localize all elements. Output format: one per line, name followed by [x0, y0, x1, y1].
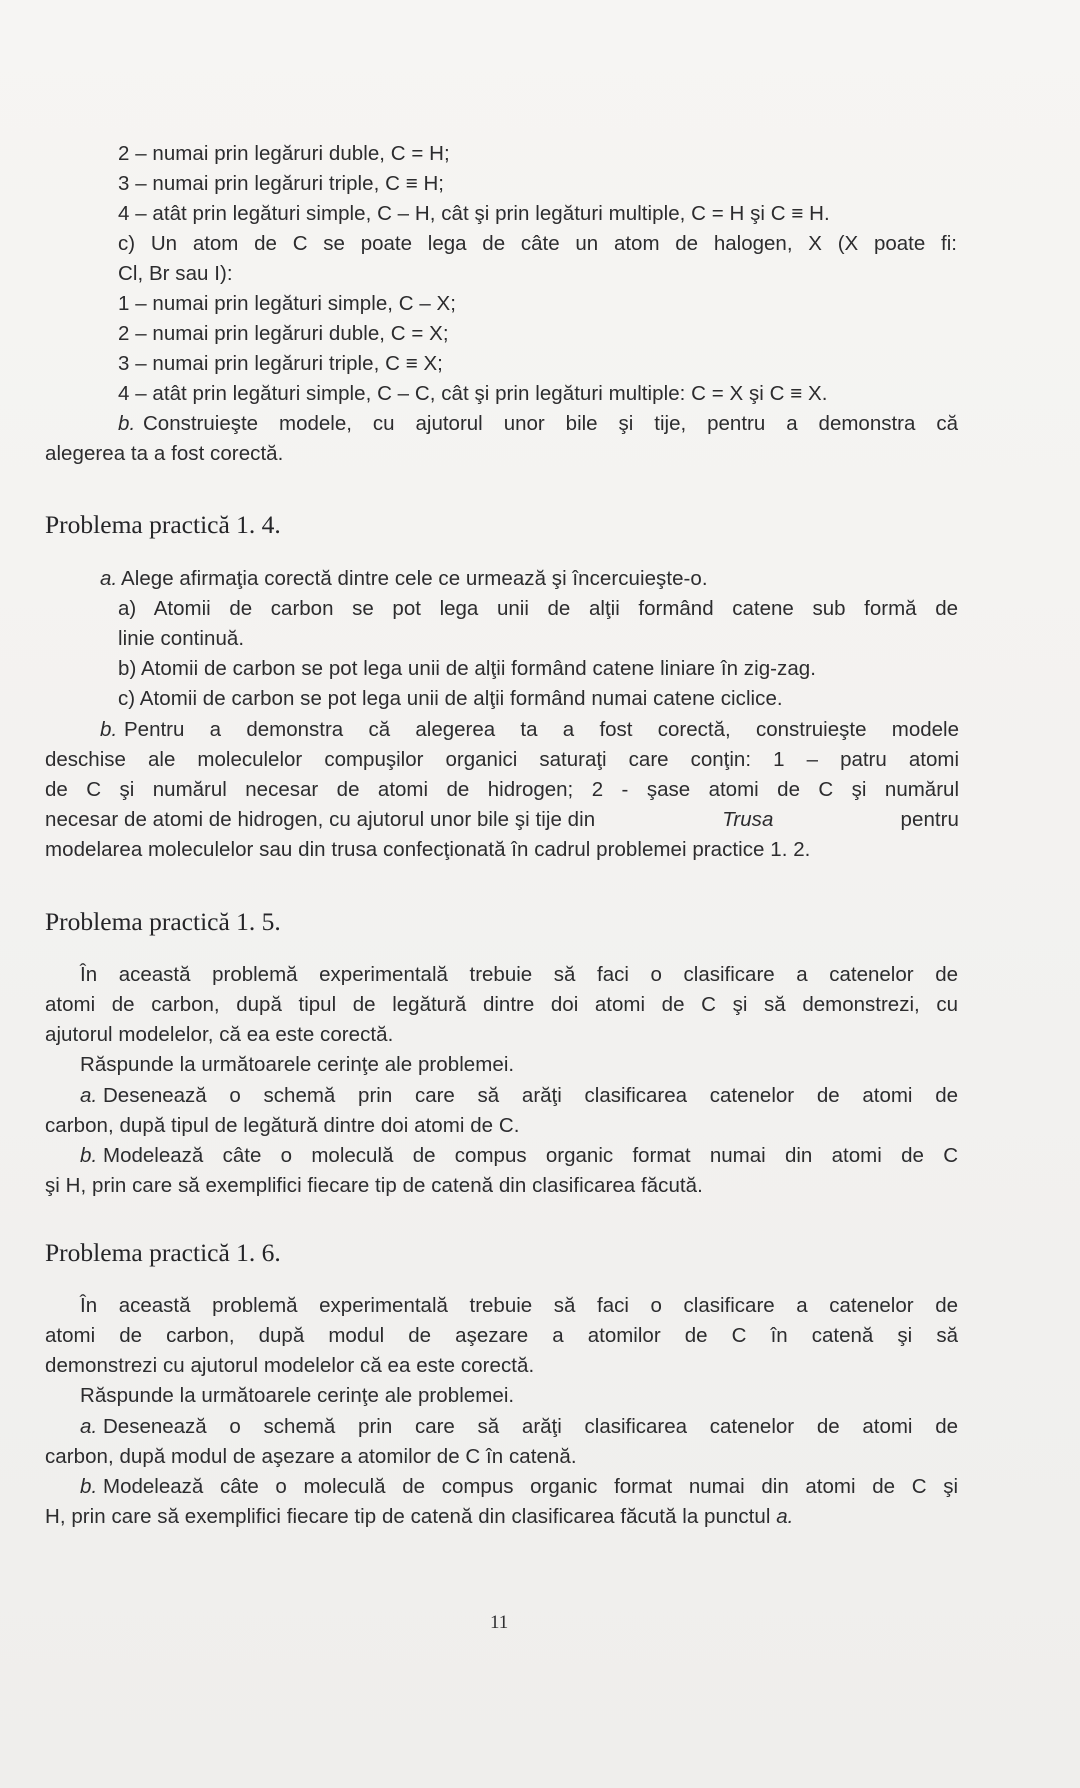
paragraph-line: carbon, după modul de aşezare a atomilor de C în catenă.: [45, 1445, 577, 1468]
list-item: 2 – numai prin legăruri duble, C = H;: [118, 142, 450, 165]
paragraph-line: Modelează câte o moleculă de compus organic format numai din atomi de C: [103, 1144, 958, 1167]
option-line: b) Atomii de carbon se pot lega unii de alţii formând catene liniare în zig-zag.: [118, 657, 816, 680]
item-marker: a.: [80, 1415, 98, 1438]
paragraph-line: Desenează o schemă prin care să arăţi clasificarea catenelor de atomi de: [103, 1084, 958, 1107]
paragraph-line: atomi de carbon, după modul de aşezare a atomilor de C în catenă şi să: [45, 1324, 958, 1347]
item-marker: b.: [80, 1475, 98, 1498]
paragraph-line: [45, 807, 959, 833]
page-number: 11: [490, 1612, 509, 1633]
paragraph-line: Modelează câte o moleculă de compus organic format numai din atomi de C şi: [103, 1475, 958, 1498]
section-heading: Problema practică 1. 5.: [45, 907, 281, 936]
option-line: c) Atomii de carbon se pot lega unii de alţii formând numai catene ciclice.: [118, 687, 783, 710]
paragraph-line: şi H, prin care să exemplifici fiecare tip de catenă din clasificarea făcută.: [45, 1174, 703, 1197]
list-item: 4 – atât prin legături simple, C – C, cât şi prin legături multiple: C = X şi C ≡ X.: [118, 382, 828, 405]
paragraph-line: În această problemă experimentală trebuie să faci o clasificare a catenelor de: [80, 963, 958, 986]
list-item: 4 – atât prin legături simple, C – H, cât şi prin legături multiple, C = H şi C ≡ H.: [118, 202, 830, 225]
paragraph-line: atomi de carbon, după tipul de legătură dintre doi atomi de C şi să demonstrezi, cu: [45, 993, 958, 1016]
paragraph-line: Pentru a demonstra că alegerea ta a fost corectă, construieşte modele: [124, 718, 959, 741]
paragraph-line: Construieşte modele, cu ajutorul unor bile şi tije, pentru a demonstra că: [143, 412, 958, 435]
paragraph-line: Răspunde la următoarele cerinţe ale problemei.: [80, 1053, 515, 1076]
paragraph-line: deschise ale moleculelor compuşilor organici saturaţi care conţin: 1 – patru atomi: [45, 748, 959, 771]
paragraph-line: ajutorul modelelor, că ea este corectă.: [45, 1023, 394, 1046]
paragraph-line: de C şi numărul necesar de atomi de hidrogen; 2 - şase atomi de C şi numărul: [45, 778, 959, 801]
paragraph-line: alegerea ta a fost corectă.: [45, 442, 284, 465]
list-item: 2 – numai prin legăruri duble, C = X;: [118, 322, 449, 345]
item-marker: a.: [100, 567, 118, 590]
section-heading: Problema practică 1. 4.: [45, 510, 281, 539]
list-item: 3 – numai prin legăruri triple, C ≡ X;: [118, 352, 443, 375]
list-item: 3 – numai prin legăruri triple, C ≡ H;: [118, 172, 445, 195]
list-item: 1 – numai prin legături simple, C – X;: [118, 292, 457, 315]
paragraph-line: modelarea moleculelor sau din trusa confecţionată în cadrul problemei practice 1. 2.: [45, 838, 811, 861]
item-marker: b.: [118, 412, 136, 435]
paragraph-line: Cl, Br sau I):: [118, 262, 233, 285]
paragraph-line: [45, 1504, 793, 1530]
section-heading: Problema practică 1. 6.: [45, 1238, 281, 1267]
paragraph-line: Răspunde la următoarele cerinţe ale problemei.: [80, 1384, 515, 1407]
paragraph-line: În această problemă experimentală trebuie să faci o clasificare a catenelor de: [80, 1294, 958, 1317]
paragraph-line: Desenează o schemă prin care să arăţi clasificarea catenelor de atomi de: [103, 1415, 958, 1438]
paragraph-line: demonstrezi cu ajutorul modelelor că ea este corectă.: [45, 1354, 535, 1377]
paragraph-text-italic: a.: [776, 1505, 794, 1528]
paragraph-line: Alege afirmaţia corectă dintre cele ce urmează şi încercuieşte-o.: [121, 567, 708, 590]
item-marker: b.: [80, 1144, 98, 1167]
item-marker: a.: [80, 1084, 98, 1107]
item-marker: b.: [100, 718, 118, 741]
option-line: a) Atomii de carbon se pot lega unii de alţii formând catene sub formă de: [118, 597, 958, 620]
paragraph-line: c) Un atom de C se poate lega de câte un atom de halogen, X (X poate fi:: [118, 232, 957, 255]
paragraph-text: H, prin care să exemplifici fiecare tip de catenă din clasificarea făcută la punctul: [45, 1505, 771, 1528]
paragraph-line: carbon, după tipul de legătură dintre doi atomi de C.: [45, 1114, 520, 1137]
option-line: linie continuă.: [118, 627, 245, 650]
paragraph-text: necesar de atomi de hidrogen, cu ajutorul unor bile şi tije din: [45, 808, 596, 831]
paragraph-text: pentru: [900, 808, 959, 831]
paragraph-text-italic: Trusa: [722, 808, 774, 831]
